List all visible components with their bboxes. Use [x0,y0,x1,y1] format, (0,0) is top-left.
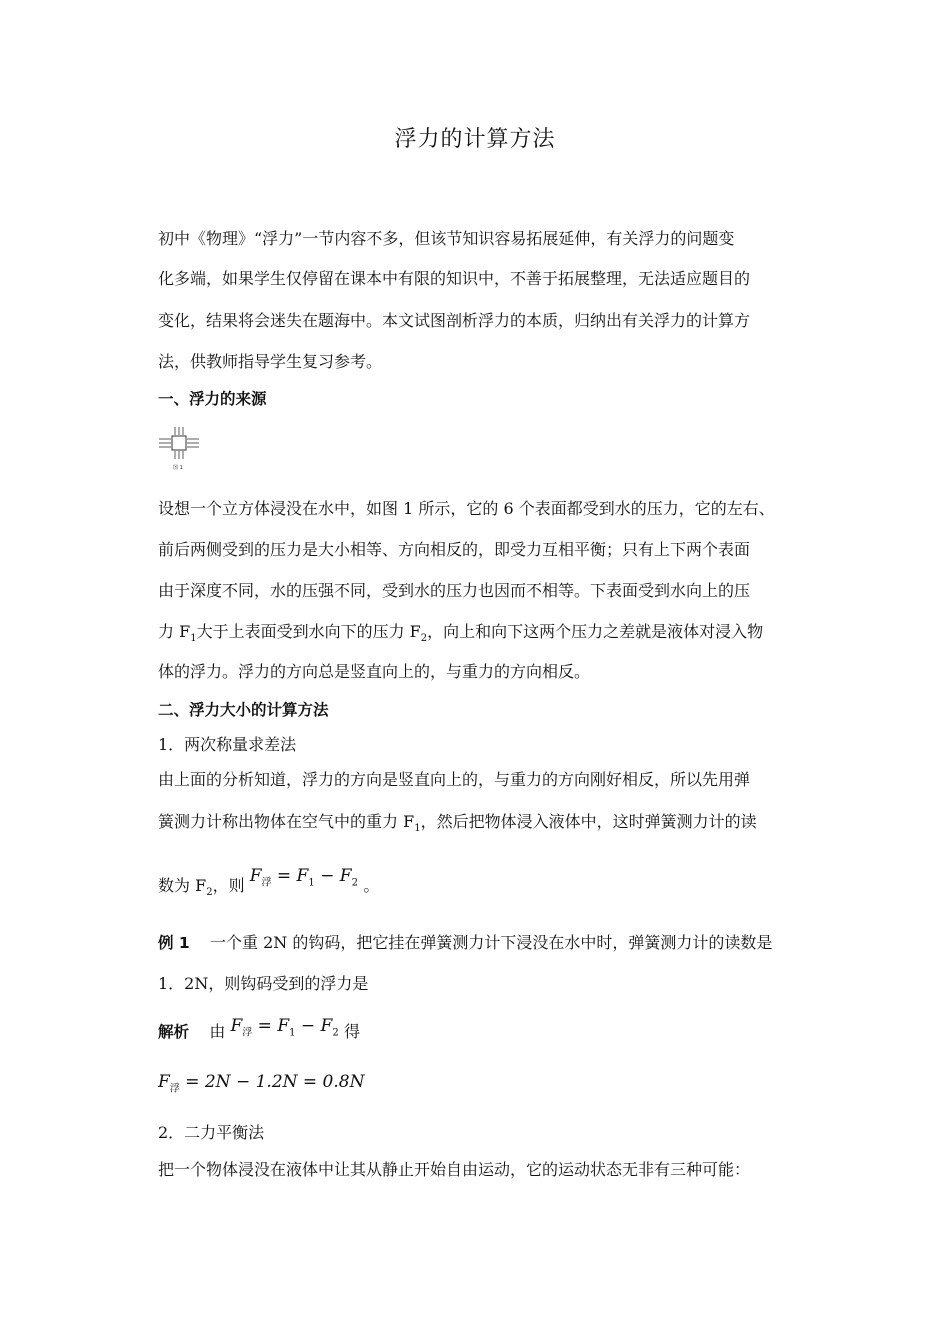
subscript: 1 [190,633,197,645]
formula-text: = 2N − 1.2N = 0.8N [185,1072,365,1092]
body-line: 前后两侧受到的压力是大小相等、方向相反的，即受力互相平衡；只有上下两个表面 [158,540,751,559]
text-run: 。 [363,876,380,895]
formula-text: = F [257,1016,290,1036]
formula-subscript: 浮 [242,1027,253,1039]
subsection-heading: 1．两次称量求差法 [158,735,297,754]
cube-figure [155,423,203,473]
subsection-heading: 2．二力平衡法 [158,1123,265,1142]
formula-subscript: 1 [289,1027,296,1039]
subscript: 2 [206,887,213,899]
subscript: 2 [420,633,428,645]
body-line: 体的浮力。浮力的方向总是竖直向上的，与重力的方向相反。 [158,662,591,681]
intro-line: 法，供教师指导学生复习参考。 [158,352,383,371]
text-run: 大于上表面受到水向下的压力 F [196,622,421,641]
intro-line: 初中《物理》“浮力”一节内容不多，但该节知识容易拓展延伸，有关浮力的问题变 [158,229,735,248]
cube-diagram-icon [155,423,203,473]
text-run: 由 [209,1022,226,1041]
formula-symbol: F [230,1016,243,1036]
body-line: 由上面的分析知道，浮力的方向是竖直向上的，与重力的方向刚好相反，所以先用弹 [158,770,751,789]
formula-symbol: F [249,866,262,886]
section-heading: 二、浮力大小的计算方法 [158,701,329,719]
body-line: 由于深度不同，水的压强不同，受到水的压力也因而不相等。下表面受到水向上的压 [158,581,751,600]
intro-line: 变化，结果将会迷失在题海中。本文试图剖析浮力的本质，归纳出有关浮力的计算方 [158,311,751,330]
analysis-line [158,1016,798,1044]
formula-symbol: F [158,1072,170,1092]
formula-subscript: 浮 [169,1083,180,1095]
formula-subscript: 1 [308,877,315,889]
formula-subscript: 浮 [261,877,272,889]
text-run: 得 [344,1022,361,1041]
formula-text: − F [314,866,352,886]
calculation-formula [158,1070,798,1094]
text-run: ，则 [212,876,245,895]
formula-text: − F [295,1016,333,1036]
analysis-label: 解析 [158,1023,190,1041]
body-line: 设想一个立方体浸没在水中，如图 1 所示，它的 6 个表面都受到水的压力，它的左右、 [158,499,775,518]
body-line [158,810,798,834]
example-line [158,931,798,955]
text-run: ，然后把物体浸入液体中，这时弹簧测力计的读 [420,812,757,831]
body-line [158,866,798,899]
formula-subscript: 2 [351,877,358,889]
buoyancy-formula [249,866,364,889]
text-run: ，向上和向下这两个压力之差就是液体对浸入物 [427,622,764,641]
text-run: 簧测力计称出物体在空气中的重力 F [158,812,415,831]
buoyancy-formula [230,1016,344,1039]
body-line [158,620,798,644]
example-text: 一个重 2N 的钩码，把它挂在弹簧测力计下浸没在水中时，弹簧测力计的读数是 [210,933,773,952]
section-heading: 一、浮力的来源 [158,390,267,408]
formula-subscript: 2 [332,1027,339,1039]
body-line: 把一个物体浸没在液体中让其从静止开始自由运动，它的运动状态无非有三种可能： [158,1160,751,1179]
intro-line: 化多端，如果学生仅停留在课本中有限的知识中，不善于拓展整理，无法适应题目的 [158,269,751,288]
formula-text: = F [276,866,309,886]
example-line: 1．2N，则钩码受到的浮力是 [158,974,369,993]
subscript: 1 [414,823,421,835]
text-run: 力 F [158,622,191,641]
example-label: 例 1 [158,934,190,952]
page-title: 浮力的计算方法 [394,127,556,152]
text-run: 数为 F [158,876,207,895]
figure-caption: 图 1 [173,465,183,471]
